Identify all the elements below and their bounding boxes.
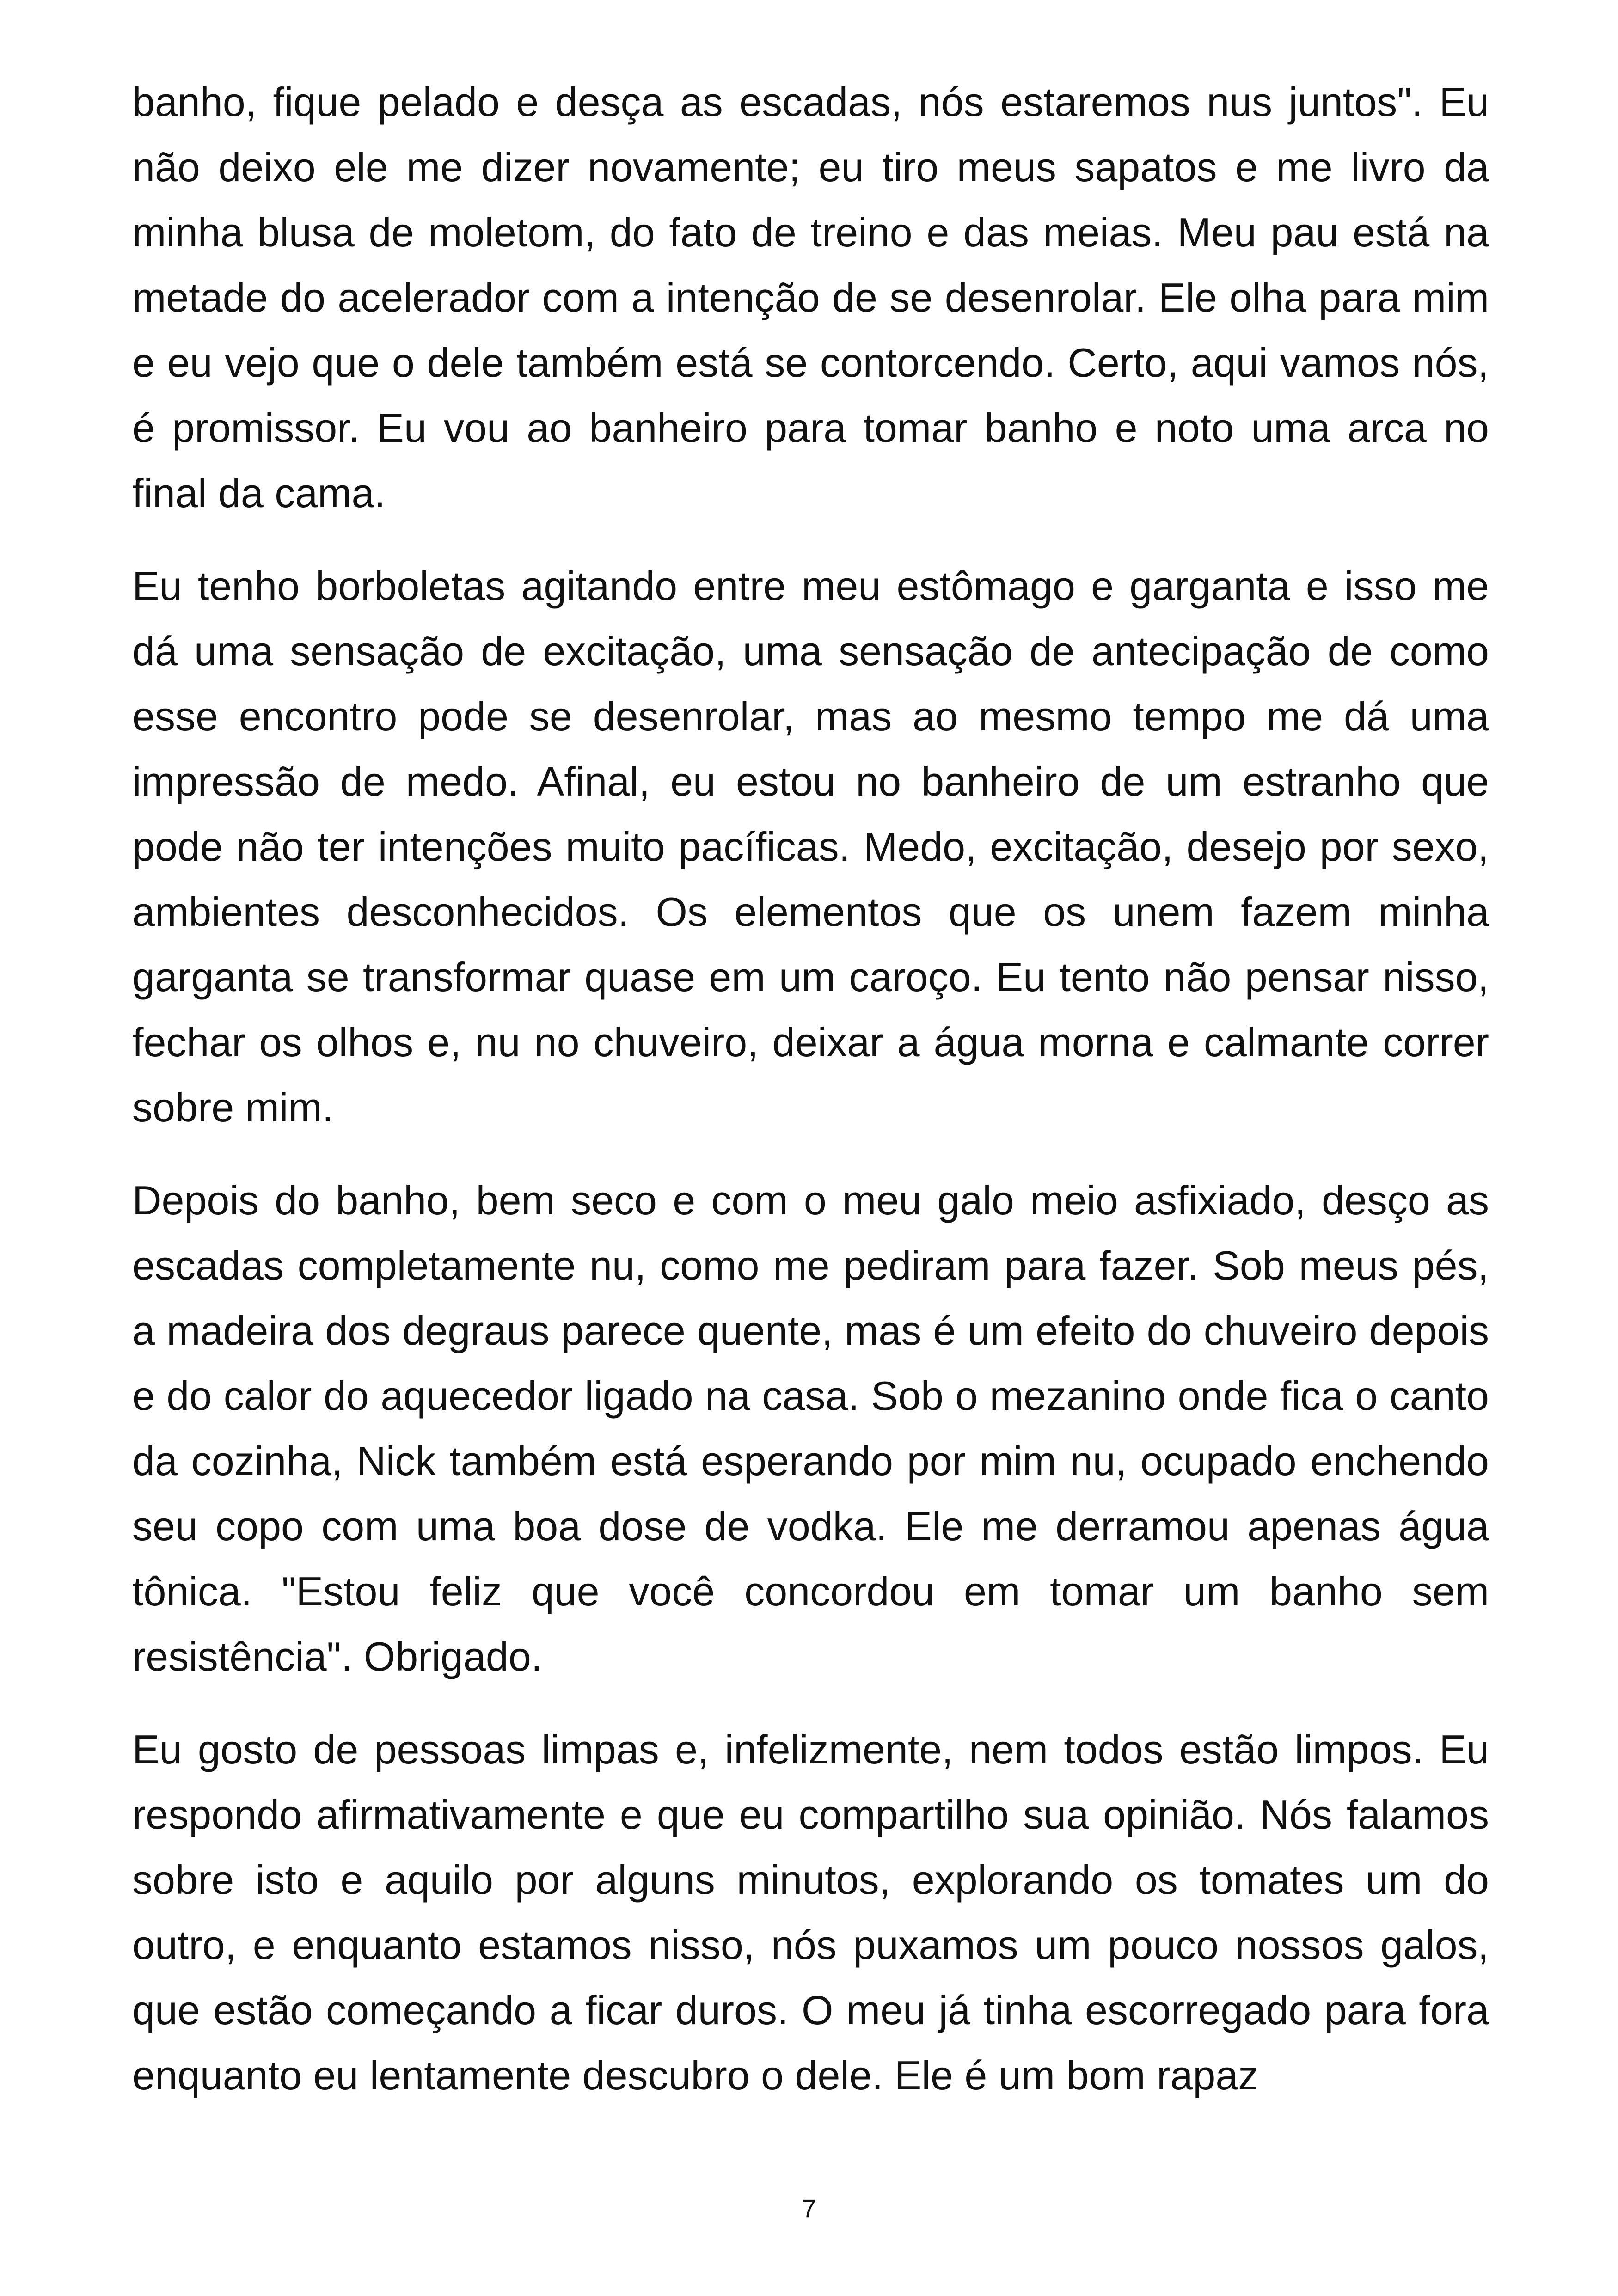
page-number: 7 <box>802 2194 816 2223</box>
paragraph-3: Depois do banho, bem seco e com o meu galo meio asfixiado, desço as escadas completamente nu, como me pediram para fazer. Sob meus pés, a madeira dos degraus parece quente, mas é um efeito do chuveiro depois e do calor do aquecedor ligado na casa. Sob o mezanino onde fica o canto da cozinha, Nick também está esperando por mim nu, ocupado enchendo seu copo com uma boa dose de vodka. Ele me derramou apenas água tônica. "Estou feliz que você concordou em tomar um banho sem resistência". Obrigado. <box>132 1177 1489 1679</box>
body-text <box>132 69 1489 2108</box>
paragraph-2: Eu tenho borboletas agitando entre meu estômago e garganta e isso me dá uma sensação de excitação, uma sensação de antecipação de como esse encontro pode se desenrolar, mas ao mesmo tempo me dá uma impressão de medo. Afinal, eu estou no banheiro de um estranho que pode não ter intenções muito pacíficas. Medo, excitação, desejo por sexo, ambientes desconhecidos. Os elementos que os unem fazem minha garganta se transformar quase em um caroço. Eu tento não pensar nisso, fechar os olhos e, nu no chuveiro, deixar a água morna e calmante correr sobre mim. <box>132 563 1489 1130</box>
paragraph-4: Eu gosto de pessoas limpas e, infelizmente, nem todos estão limpos. Eu respondo afirmativamente e que eu compartilho sua opinião. Nós falamos sobre isto e aquilo por alguns minutos, explorando os tomates um do outro, e enquanto estamos nisso, nós puxamos um pouco nossos galos, que estão começando a ficar duros. O meu já tinha escorregado para fora enquanto eu lentamente descubro o dele. Ele é um bom rapaz <box>132 1727 1489 2098</box>
paragraph-1: banho, fique pelado e desça as escadas, nós estaremos nus juntos". Eu não deixo ele me dizer novamente; eu tiro meus sapatos e me livro da minha blusa de moletom, do fato de treino e das meias. Meu pau está na metade do acelerador com a intenção de se desenrolar. Ele olha para mim e eu vejo que o dele também está se contorcendo. Certo, aqui vamos nós, é promissor. Eu vou ao banheiro para tomar banho e noto uma arca no final da cama. <box>132 79 1489 516</box>
